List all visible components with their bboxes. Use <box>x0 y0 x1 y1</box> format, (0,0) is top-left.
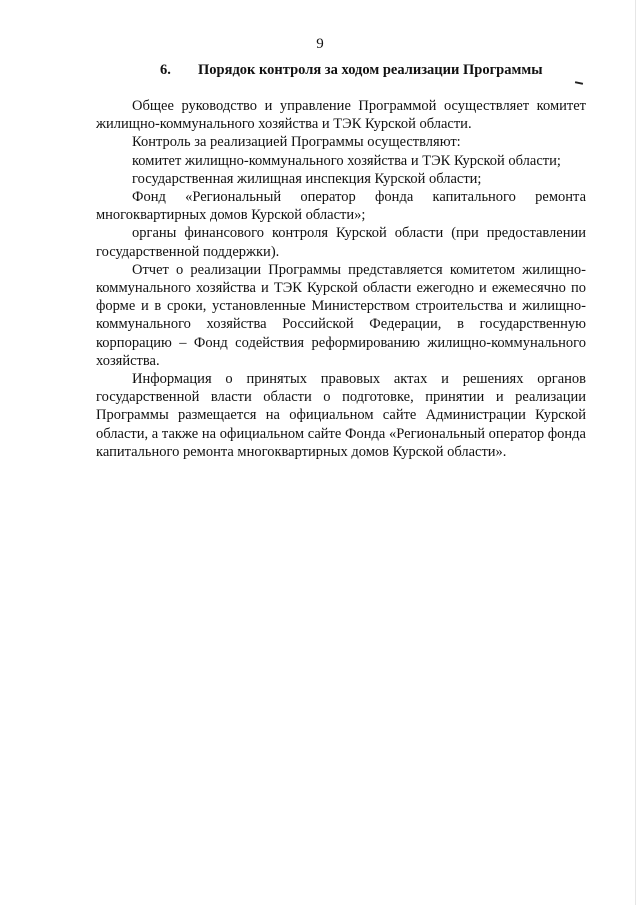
scan-edge-line <box>635 0 636 905</box>
page-number: 9 <box>316 36 324 52</box>
list-item-regional-fund: Фонд «Региональный оператор фонда капитального ремонта многоквартирных домов Курской области»; <box>96 189 586 224</box>
section-title: Порядок контроля за ходом реализации Программы <box>198 62 543 78</box>
body-text <box>96 97 586 461</box>
list-item-housing-inspection: государственная жилищная инспекция Курской области; <box>132 170 482 187</box>
list-item-committee: комитет жилищно-коммунального хозяйства и ТЭК Курской области; <box>132 152 561 169</box>
section-number: 6. <box>160 62 171 78</box>
list-item-financial-control: органы финансового контроля Курской области (при предоставлении государственной поддержки). <box>96 225 586 260</box>
paragraph-general-management: Общее руководство и управление Программой осуществляет комитет жилищно-коммунального хозяйства и ТЭК Курской области. <box>96 98 586 133</box>
scan-mark <box>575 81 583 85</box>
paragraph-report: Отчет о реализации Программы представляется комитетом жилищно-коммунального хозяйства и ТЭК Курской области ежегодно и ежемесячно по форме и в сроки, установленные Министерством строительства и жилищно-коммунального хозяйства Российской Федерации, в государственную корпорацию – Фонд содействия реформированию жилищно-коммунального хозяйства. <box>96 261 586 369</box>
paragraph-information: Информация о принятых правовых актах и решениях органов государственной власти области о подготовке, принятии и реализации Программы размещается на официальном сайте Администрации Курской области, а также на официальном сайте Фонда «Региональный оператор фонда капитального ремонта многоквартирных домов Курской области». <box>96 371 586 460</box>
section-heading <box>160 62 543 79</box>
paragraph-control-intro: Контроль за реализацией Программы осуществляют: <box>132 134 461 151</box>
